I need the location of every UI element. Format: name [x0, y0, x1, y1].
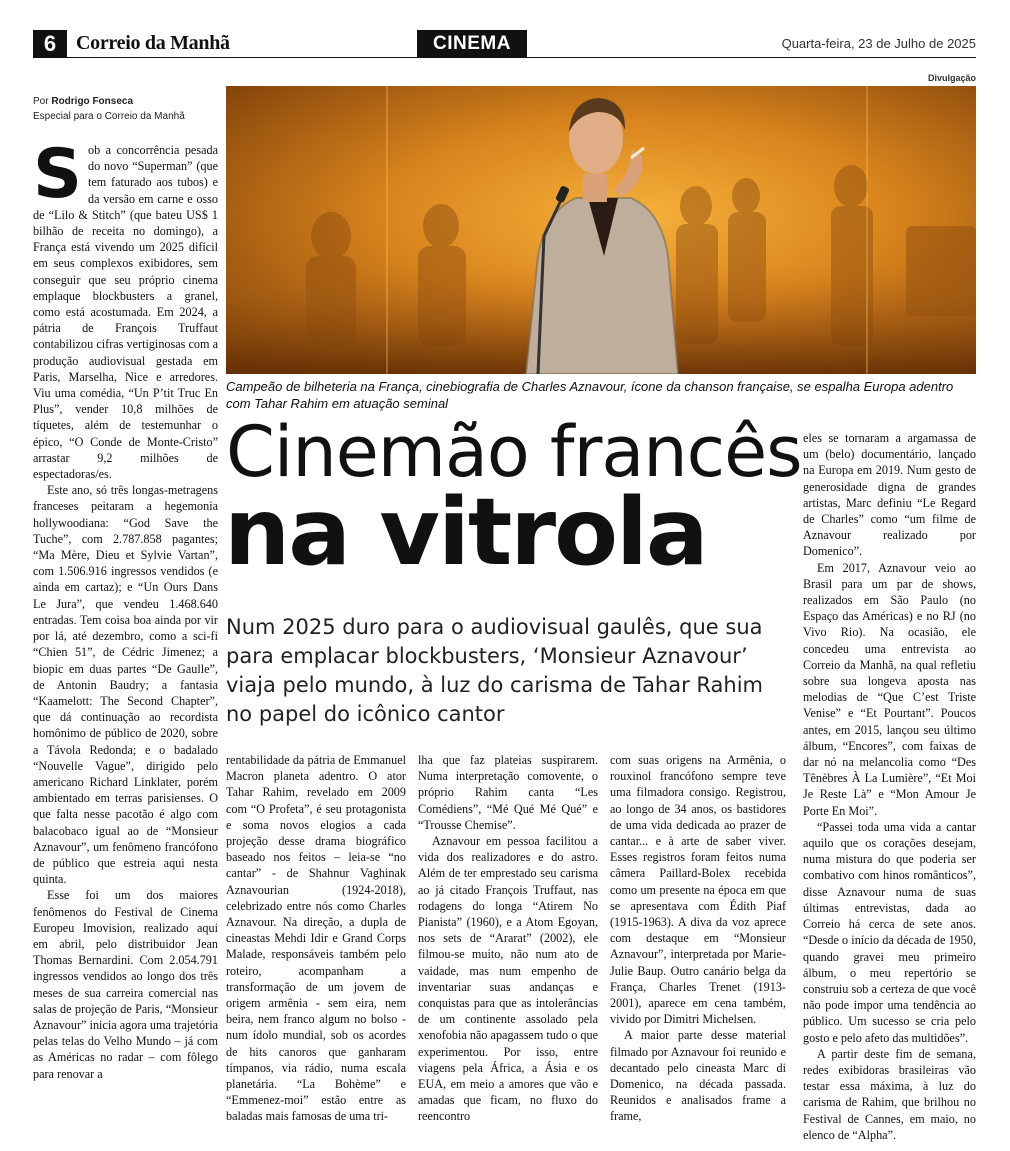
paragraph: A partir deste fim de semana, redes exibidoras brasileiras vão testar essa máxima, à luz do carisma de Rahim, que brilhou no Festival de Cannes, em maio, no elenco de “Alpha”. — [803, 1046, 976, 1142]
page-number: 6 — [33, 30, 67, 57]
headline-line-2: na vitrola — [224, 478, 707, 586]
byline-role: Especial para o Correio da Manhã — [33, 111, 185, 122]
article-column-2 — [226, 752, 406, 1125]
byline-prefix: Por — [33, 96, 49, 107]
byline — [33, 94, 218, 124]
paragraph: lha que faz plateias suspirarem. Numa interpretação comovente, o próprio Rahim canta “Les Comédiens”, “Mé Qué Mé Qué” e “Trousse Chemise”. — [418, 753, 598, 832]
paragraph: rentabilidade da pátria de Emmanuel Macron planeta adentro. O ator Tahar Rahim, revelado em 2009 com “O Profeta”, é seu protagonista e soma novos elogios a cada projeção desse drama biográfico baseado nos feitos – leia-se “no cantar” - de Shahnur Vaghinak Aznavourian (1924-2018), celebrizado entre nós como Charles Aznavour. Na direção, a dupla de cineastas Mehdi Idir e Grand Corps Malade, responsáveis também pelo roteiro, acompanham a transformação de um jovem de origem armênia - sem eira, nem beira, nem franco algum no bolso - num ídolo mundial, sob os acordes de hits canoros que ganharam tímpanos, via rádio, numa escala planetária. “La Bohème” e “Emmenez-moi” estão entre as baladas mais famosas de uma tri- — [226, 753, 406, 1124]
deck-subheadline: Num 2025 duro para o audiovisual gaulês, que sua para emplacar blockbusters, ‘Monsieur Aznavour’ viaja pelo mundo, à luz do carisma de Tahar Rahim no papel do icônico cantor — [226, 615, 764, 726]
article-column-1 — [33, 135, 218, 1082]
photo-caption: Campeão de bilheteria na França, cinebiografia de Charles Aznavour, ícone da chanson française, se espalha Europa adentro com Tahar Rahim em atuação seminal — [226, 379, 954, 411]
paragraph: “Passei toda uma vida a cantar aquilo que os corações desejam, numa mistura do que poderia ser combativo com hinos românticos”, disse Aznavour numa de suas últimas entrevistas, dada ao Correio há cerca de sete anos. “Desde o início da década de 1950, quando gravei meu primeiro álbum, o meu repertório se construiu sob a certeza de que você não pode impor uma tendência ao público. Um sucesso se cria pelo gosto e pelo afeto das multidões”. — [803, 819, 976, 1045]
singer-photo-illustration — [226, 86, 976, 374]
article-column-5 — [803, 430, 976, 1143]
article-column-3 — [418, 752, 598, 1125]
paragraph: eles se tornaram a argamassa de um (belo) documentário, lançado na Europa em 2019. Num gesto de generosidade digna de grandes artistas, Marc definiu “Le Regard de Charles” como “um filme de Aznavour realizado por Domenico”. — [803, 431, 976, 559]
paragraph: Esse foi um dos maiores fenômenos do Festival de Cinema Europeu Imovision, realizado aqui em abril, pelo distribuidor Jean Thomas Bernardini. Com 2.054.791 ingressos vendidos ao longo dos três meses de sua carreira comercial nas salas de projeção de Paris, “Monsieur Aznavour” inicia agora uma trajetória pelas telas do Velho Mundo – já com as Américas no radar – com fôlego para renovar a — [33, 888, 218, 1081]
article-column-4 — [610, 752, 786, 1125]
paragraph: A maior parte desse material filmado por Aznavour foi reunido e decantado pelo cineasta Marc di Domenico, na década passada. Reunidos e analisados frame a frame, — [610, 1028, 786, 1124]
header-rule — [33, 57, 976, 58]
headline-line-1: Cinemão francês — [226, 411, 802, 493]
paragraph — [33, 135, 218, 482]
section-label: CINEMA — [417, 30, 527, 57]
photo-credit: Divulgação — [927, 73, 976, 83]
dateline: Quarta-feira, 23 de Julho de 2025 — [781, 36, 976, 51]
main-photo — [226, 86, 976, 374]
byline-author: Rodrigo Fonseca — [51, 96, 134, 107]
paragraph: Aznavour em pessoa facilitou a vida dos realizadores e do astro. Além de ter emprestado seu carisma ao já citado François Truffaut, nas rodagens do longa “Atirem No Pianista” (1960), e a Atom Egoyan, nos sets de “Ararat” (2002), ele filmou-se muito, não num ato de vaidade, mas num empenho de inventariar suas andanças e conquistas para que as intolerâncias de um continente assolado pela xenofobia não apagassem tudo o que experimentou. Por isso, entre viagens pela África, a Ásia e os EUA, em meio a amores que vão e amadas que ficam, no fluxo do reencontro — [418, 834, 598, 1124]
paragraph: Em 2017, Aznavour veio ao Brasil para um par de shows, realizados em São Paulo (no Espaço das Américas) e no RJ (no Vivo Rio). Na ocasião, ele concedeu uma entrevista ao Correio da Manhã, na qual refletiu sobre sua longeva aposta nas melodias de “Que C’est Triste Venise” e “Et Pourtant”. Poucos antes, em 2015, lançou seu último álbum, “Encores”, com faixas de dar nó na melancolia como “Des Tênèbres À La Lumière”, “Et Moi Je Reste Là” e “Mon Amour Je Porte En Moi”. — [803, 560, 976, 818]
paragraph-text: ob a concorrência pesada do novo “Superman” (que tem faturado aos tubos) e da versão em carne e osso de “Lilo & Stitch” (que bateu US$ 1 bilhão de receita no domingo), a França está vivendo um 2025 difícil em seus complexos exibidores, sem conseguir que seu próprio cinema emplaque blockbusters a granel, como está acostumada. Em 2024, a pátria de François Truffaut contabilizou cifras vertiginosas com a produção audiovisual gestada em Paris, Marselha, Nice e arredores. Viu uma comédia, “Un P’tit Truc En Plus”, vender 10,8 milhões de tíquetes, além de testemunhar o épico, “O Conde de Monte-Cristo” arrastar 9,2 milhões de espectadoras/es. — [33, 143, 218, 482]
paragraph: com suas origens na Armênia, o rouxinol francófono sempre teve uma filmadora consigo. Registrou, ao longo de 34 anos, os bastidores de uma vida dedicada ao prazer de cantar... e à arte de saber viver. Esses registros foram feitos numa câmera Paillard-Bolex recebida como um presente na época em que se apresentava com Édith Piaf (1915-1963). A diva da voz aprece com destaque em “Monsieur Aznavour”, interpretada por Marie-Julie Baup. Outro canário belga da França, Charles Trenet (1913-2001), aparece em cena também, vivido por Dimitri Michelsen. — [610, 753, 786, 1027]
newspaper-name: Correio da Manhã — [76, 32, 230, 54]
drop-cap: S — [33, 135, 82, 214]
paragraph: Este ano, só três longas-metragens franceses peitaram a hegemonia hollywoodiana: “God Save the Tuche”, com 2.787.858 pagantes; “Ma Mère, Dieu et Sylvie Vartan”, com 1.506.916 ingressos vendidos (e ainda em cartaz); e “Un Ours Dans Le Jura”, que vendeu 1.468.640 entradas. Tem coisa boa ainda por vir por lá, até dezembro, como a sci-fi “Chien 51”, de Cédric Jimenez; a biopic em duas partes “De Gaulle”, de Antonin Baudry; a fantasia “Kaamelott: The Second Chapter”, que dá continuação ao recordista homônimo de público de 2020, sobre a Távola Redonda; e o badalado “Nouvelle Vague”, dirigido pelo americano Richard Linklater, porém ambientado em terras parisienses. O que falta nesse pacotão é algo com balacobaco igual ao de “Monsieur Aznavour”, um fenômeno francófono de público que estreia aqui nesta quinta. — [33, 483, 218, 887]
